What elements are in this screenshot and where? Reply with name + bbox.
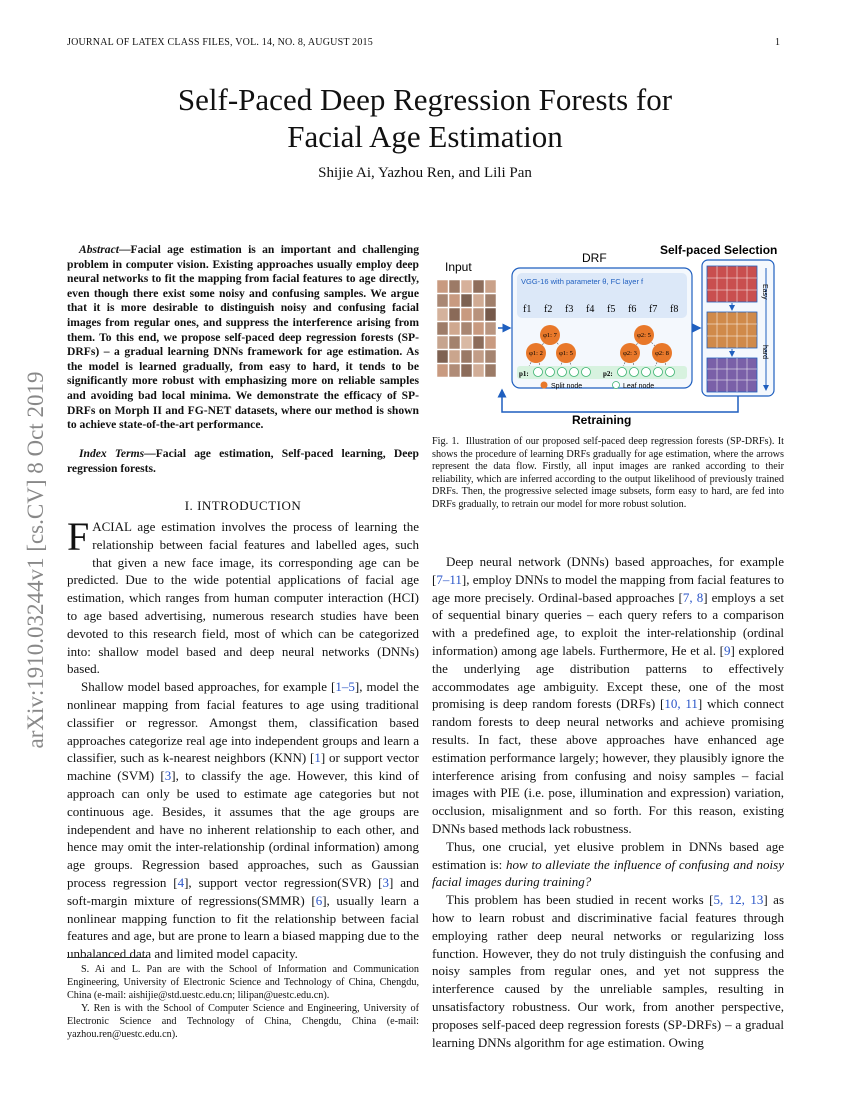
abstract-text: —Facial age estimation is an important and challenging problem in computer vision. Existing approaches usually employ deep neural networks to fit the mapping from facial features to age directly, even though there exist some noisy and confusing samples. We argue that it is more desirable to distinguish noisy and confusing facial images from regular ones, and suppress the interference arising from them. To this end, we propose self-paced deep regression forests (SP-DRFs) – a gradual learning DNNs framework for age estimation. As the model is learned gradually, from easy to hard, it tends to be significantly more robust with emphasizing more on reliable samples and avoiding bad local minima. We demonstrate the efficacy of SP-DRFs on Morph II and FG-NET datasets, where our method is shown to achieve state-of-the-art performance. (67, 243, 419, 432)
svg-text:φ2: 3: φ2: 3 (623, 350, 637, 357)
svg-text:φ2: 8: φ2: 8 (655, 350, 669, 357)
legend-split: Split node (551, 383, 583, 390)
drf-label: DRF (582, 251, 607, 265)
f-label-5: f5 (607, 304, 616, 315)
input-faces (437, 280, 496, 377)
abstract (67, 243, 419, 433)
intro-left-column (67, 514, 420, 963)
caption-text: Illustration of our proposed self-paced deep regression forests (SP-DRFs). It shows the procedure of learning DRFs gradually for age estimation, where the arrows represent the data flow. Firstly, all input images are ranked according to their reliability, which are inferred according to the output likelihood of previously trained DRFs. Then, the progressive selected image subsets, form easy to hard, are fed into DRFs gradually, to retrain our model for more robust solution. (432, 436, 785, 510)
paper-title-line2: Facial Age Estimation (287, 119, 563, 154)
svg-text:φ1: 7: φ1: 7 (543, 332, 557, 339)
svg-text:φ2: 5: φ2: 5 (637, 332, 651, 339)
right-paragraph-3: This problem has been studied in recent works [5, 12, 13] as how to learn robust and discriminative facial features through employing rather deep neural networks or regularizing loss function. However, they do not truly distinguish the confusing and noisy samples from regular ones, and yet not suppress the interference caused by the unreliable samples, resulting in unsatisfactory robustness. Our work, from another perspective, proposes self-paced deep regression forests (SP-DRFs) – a gradual learning DNNs algorithm for age estimation. Owing (432, 892, 785, 1050)
right-paragraph-2: Thus, one crucial, yet elusive problem in DNNs based age estimation is: how to alleviate the influence of confusing and noisy facial images during training? (432, 838, 784, 890)
svg-text:p2:: p2: (603, 370, 613, 378)
authors: Shijie Ai, Yazhou Ren, and Lili Pan (318, 165, 532, 181)
dropcap: F (67, 514, 90, 559)
f-label-1: f1 (523, 304, 532, 315)
intro-right-column (432, 553, 784, 1051)
hard-label: hard (761, 345, 768, 360)
retraining-label: Retraining (572, 413, 632, 427)
footnote-rule (67, 957, 147, 958)
page-number: 1 (775, 37, 781, 48)
svg-text:φ1: 5: φ1: 5 (559, 350, 573, 357)
index-terms-label: Index Terms (79, 447, 145, 460)
right-paragraph-1: Deep neural network (DNNs) based approaches, for example [7–11], employ DNNs to model the mapping from facial features to age more precisely. Ordinal-based approaches [7, 8] employs a set of sequential binary queries – each query refers to a comparison with a predefined age, to exploit the inter-relationship (ordinal information) among age labels. Furthermore, He et al. [9] explored the underlying age distribution patterns to effectively accommodates age ambiguity. Except these, one of the most promising is deep random forests (DRFs) [10, 11] which connect random forests to deep neural networks and achieve promising results. In fact, these above approaches have enhanced age estimation performance largely; however, they plausibly ignore the interference arising from confusing and noisy samples – facial images with PIE (i.e. pose, illumination and expression) variation, occlusion, misalignment and so forth. For this reason, existing DNNs based methods lack robustness. (432, 554, 785, 836)
vgg-label: VGG-16 with parameter θ, FC layer f (521, 277, 644, 286)
footnote-1: S. Ai and L. Pan are with the School of Information and Communication Engineering, University of Electronic Science and Technology of China, Chengdu, China (e-mail: aishijie@std.uestc.edu.cn; lilipan@uestc.edu.cn). (67, 964, 419, 1001)
f-label-3: f3 (565, 304, 574, 315)
f-label-2: f2 (544, 304, 553, 315)
f-label-6: f6 (628, 304, 637, 315)
index-terms-text: —Facial age estimation, Self-paced learning, Deep regression forests. (67, 447, 419, 475)
svg-text:p1:: p1: (519, 370, 529, 378)
f-label-8: f8 (670, 304, 679, 315)
f-label-4: f4 (586, 304, 595, 315)
selected-subsets (707, 266, 757, 392)
intro-paragraph-1: FACIAL age estimation involves the process of learning the relationship between facial features and labelled ages, such that given a new face image, its corresponding age can be predicted. Due to the wide potential applications of facial age estimation, which ranges from human computer interaction (HCI) to age based advertising, numerous research studies have been devoted to this research field, most of which can be categorized into: shallow model based and deep neural networks (DNNs) based. (67, 514, 419, 677)
input-label: Input (445, 260, 472, 274)
legend-leaf: Leaf node (623, 383, 655, 390)
svg-text:φ1: 2: φ1: 2 (529, 350, 543, 357)
footnote-2: Y. Ren is with the School of Computer Science and Engineering, University of Electronic Science and Technology of China, Chengdu, China (e-mail: yazhou.ren@uestc.edu.cn). (67, 1003, 419, 1040)
selfpaced-label: Self-paced Selection (660, 243, 778, 257)
figure-1 (432, 240, 784, 428)
section-heading: I. INTRODUCTION (184, 498, 302, 513)
running-header: JOURNAL OF LATEX CLASS FILES, VOL. 14, NO. 8, AUGUST 2015 (67, 37, 373, 48)
abstract-label: Abstract (79, 243, 119, 256)
intro-paragraph-2: Shallow model based approaches, for example [1–5], model the nonlinear mapping from facial features to age using traditional classifier or regressor. Amongst them, classification based approaches categorize real age into independent groups and learn a classifier, such as k-nearest neighbors (KNN) [1] or support vector machine (SVM) [3], to classify the age. However, this kind of approach can only be used to estimate age categories but not continuous age. Besides, it assumes that the age groups are independent and have no inherent relationship to each other, and hence may omit the inter-relationship (ordinal information) among age groups. Regression based approaches, such as Gaussian process regression [4], support vector regression(SVR) [3] and soft-margin mixture of regressions(SMMR) [6], usually learn a nonlinear mapping function to fit the relationship between facial features and age, but are prone to learn a biased mapping due to the unbalanced data and limited model capacity. (67, 679, 420, 962)
easy-label: Easy (761, 284, 768, 300)
f-label-7: f7 (649, 304, 658, 315)
index-terms (67, 447, 419, 476)
caption-label: Fig. 1. (432, 436, 460, 447)
paper-title-line1: Self-Paced Deep Regression Forests for (177, 82, 673, 117)
figure-caption (432, 436, 784, 512)
footnotes (67, 963, 419, 1041)
